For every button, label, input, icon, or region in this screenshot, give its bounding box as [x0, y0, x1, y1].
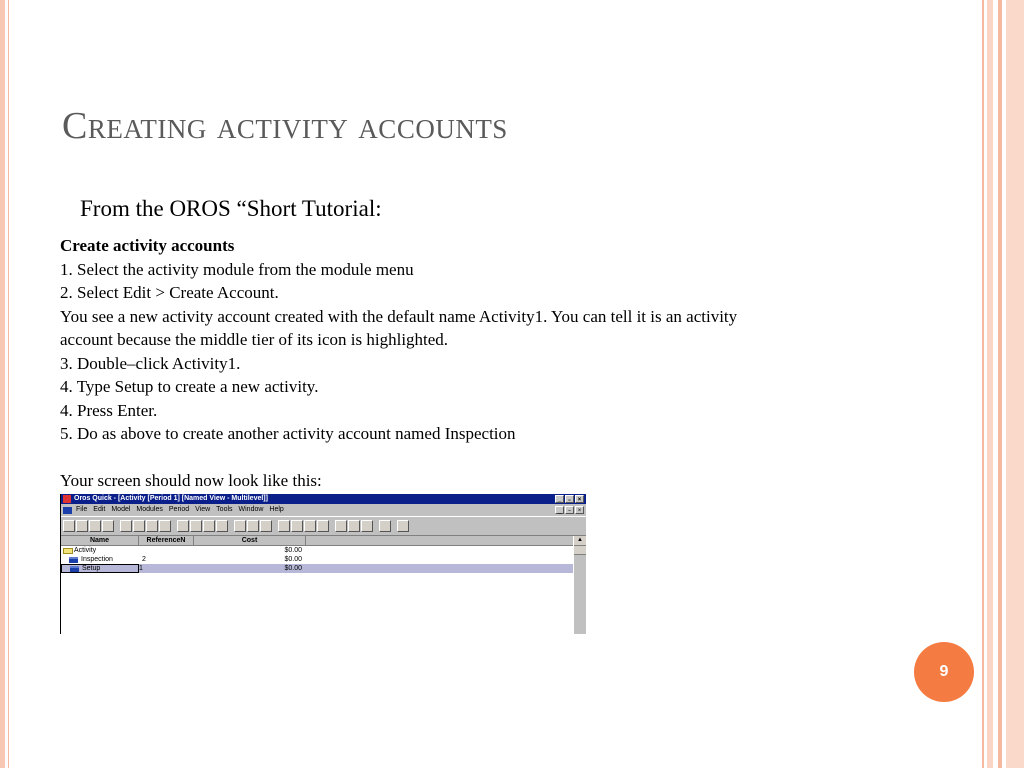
- menu-help[interactable]: Help: [269, 506, 284, 513]
- app-icon: [63, 495, 71, 503]
- assign-icon[interactable]: [203, 520, 215, 532]
- close-button[interactable]: ×: [575, 495, 584, 503]
- doc-minimize-button[interactable]: _: [555, 506, 564, 514]
- doc-close-button[interactable]: ×: [575, 506, 584, 514]
- folder-icon: [63, 548, 73, 554]
- report-icon[interactable]: [335, 520, 347, 532]
- account-name: Setup: [82, 565, 101, 572]
- menu-view[interactable]: View: [195, 506, 211, 513]
- new-file-icon[interactable]: [63, 520, 75, 532]
- tutorial-text: [60, 234, 920, 492]
- create-subaccount-icon[interactable]: [190, 520, 202, 532]
- tutorial-step: 4. Type Setup to create a new activity.: [60, 377, 319, 396]
- column-header-name[interactable]: Name: [61, 536, 139, 545]
- table-row-selected[interactable]: [61, 564, 574, 573]
- left-edge-line: [8, 0, 9, 768]
- open-file-icon[interactable]: [76, 520, 88, 532]
- menu-window[interactable]: Window: [238, 506, 264, 513]
- account-cost: $0.00: [284, 547, 302, 554]
- tutorial-heading: Create activity accounts: [60, 236, 235, 255]
- tutorial-step: 2. Select Edit > Create Account.: [60, 283, 279, 302]
- account-ref: [139, 546, 194, 555]
- slide-subtitle: From the OROS “Short Tutorial:: [80, 196, 382, 221]
- account-name: Inspection: [81, 556, 113, 563]
- left-edge-decoration: [0, 0, 5, 768]
- tutorial-step: account because the middle tier of its icon is highlighted.: [60, 330, 449, 349]
- print-icon[interactable]: [102, 520, 114, 532]
- activity-account-icon: [70, 566, 79, 572]
- menu-edit[interactable]: Edit: [93, 506, 106, 513]
- page-number-badge: 9: [914, 642, 974, 702]
- menu-period[interactable]: Period: [168, 506, 190, 513]
- menu-file[interactable]: File: [76, 506, 88, 513]
- doc-restore-button[interactable]: [565, 506, 574, 514]
- create-account-icon[interactable]: [177, 520, 189, 532]
- document-icon: [63, 507, 72, 514]
- window-titlebar: [61, 494, 586, 504]
- help-icon[interactable]: [397, 520, 409, 532]
- table-row[interactable]: [61, 546, 586, 555]
- column-header-reference[interactable]: ReferenceN: [139, 536, 194, 545]
- account-ref: 1: [139, 565, 143, 572]
- account-cost: $0.00: [284, 565, 302, 572]
- cut-icon[interactable]: [120, 520, 132, 532]
- calculate-icon[interactable]: [361, 520, 373, 532]
- activity-module-icon[interactable]: [291, 520, 303, 532]
- properties-icon[interactable]: [379, 520, 391, 532]
- vertical-scrollbar[interactable]: [573, 536, 586, 634]
- cost-object-module-icon[interactable]: [304, 520, 316, 532]
- scroll-up-icon[interactable]: ▲: [574, 536, 586, 546]
- undo-icon[interactable]: [159, 520, 171, 532]
- account-name: Activity: [74, 547, 97, 554]
- menu-modules[interactable]: Modules: [136, 506, 163, 513]
- toolbar: [61, 516, 586, 536]
- view-tree-icon[interactable]: [260, 520, 272, 532]
- paste-icon[interactable]: [146, 520, 158, 532]
- table-row[interactable]: [61, 555, 586, 564]
- activity-account-icon: [69, 557, 78, 563]
- menu-tools[interactable]: Tools: [216, 506, 233, 513]
- tutorial-step: 1. Select the activity module from the module menu: [60, 259, 414, 279]
- minimize-button[interactable]: _: [555, 495, 564, 503]
- oros-screenshot: [60, 494, 586, 634]
- right-edge-decoration: [977, 0, 1024, 768]
- menu-model[interactable]: Model: [111, 506, 131, 513]
- chart-icon[interactable]: [348, 520, 360, 532]
- tutorial-step: 4. Press Enter.: [60, 400, 158, 420]
- view-list-icon[interactable]: [247, 520, 259, 532]
- scroll-thumb[interactable]: [574, 546, 586, 555]
- grid-header: [61, 536, 586, 546]
- tutorial-step: 3. Double–click Activity1.: [60, 353, 241, 373]
- slide-title: Creating activity accounts: [62, 105, 508, 147]
- menu-bar: [61, 504, 586, 516]
- tutorial-step: You see a new activity account created with the default name Activity1. You can tell it is an activity: [60, 306, 738, 326]
- tutorial-step: 5. Do as above to create another activity account named Inspection: [60, 424, 516, 443]
- account-cost: $0.00: [284, 556, 302, 563]
- delete-account-icon[interactable]: [216, 520, 228, 532]
- screen-intro-text: Your screen should now look like this:: [60, 470, 322, 490]
- account-ref: 2: [142, 556, 146, 563]
- restore-button[interactable]: [565, 495, 574, 503]
- column-header-cost[interactable]: Cost: [194, 536, 306, 545]
- view-multilevel-icon[interactable]: [234, 520, 246, 532]
- lightbulb-icon[interactable]: [317, 520, 329, 532]
- copy-icon[interactable]: [133, 520, 145, 532]
- resource-module-icon[interactable]: [278, 520, 290, 532]
- account-grid: [61, 536, 586, 634]
- window-title: Oros Quick - [Activity [Period 1] [Named View - Multilevel]]: [74, 495, 268, 502]
- save-icon[interactable]: [89, 520, 101, 532]
